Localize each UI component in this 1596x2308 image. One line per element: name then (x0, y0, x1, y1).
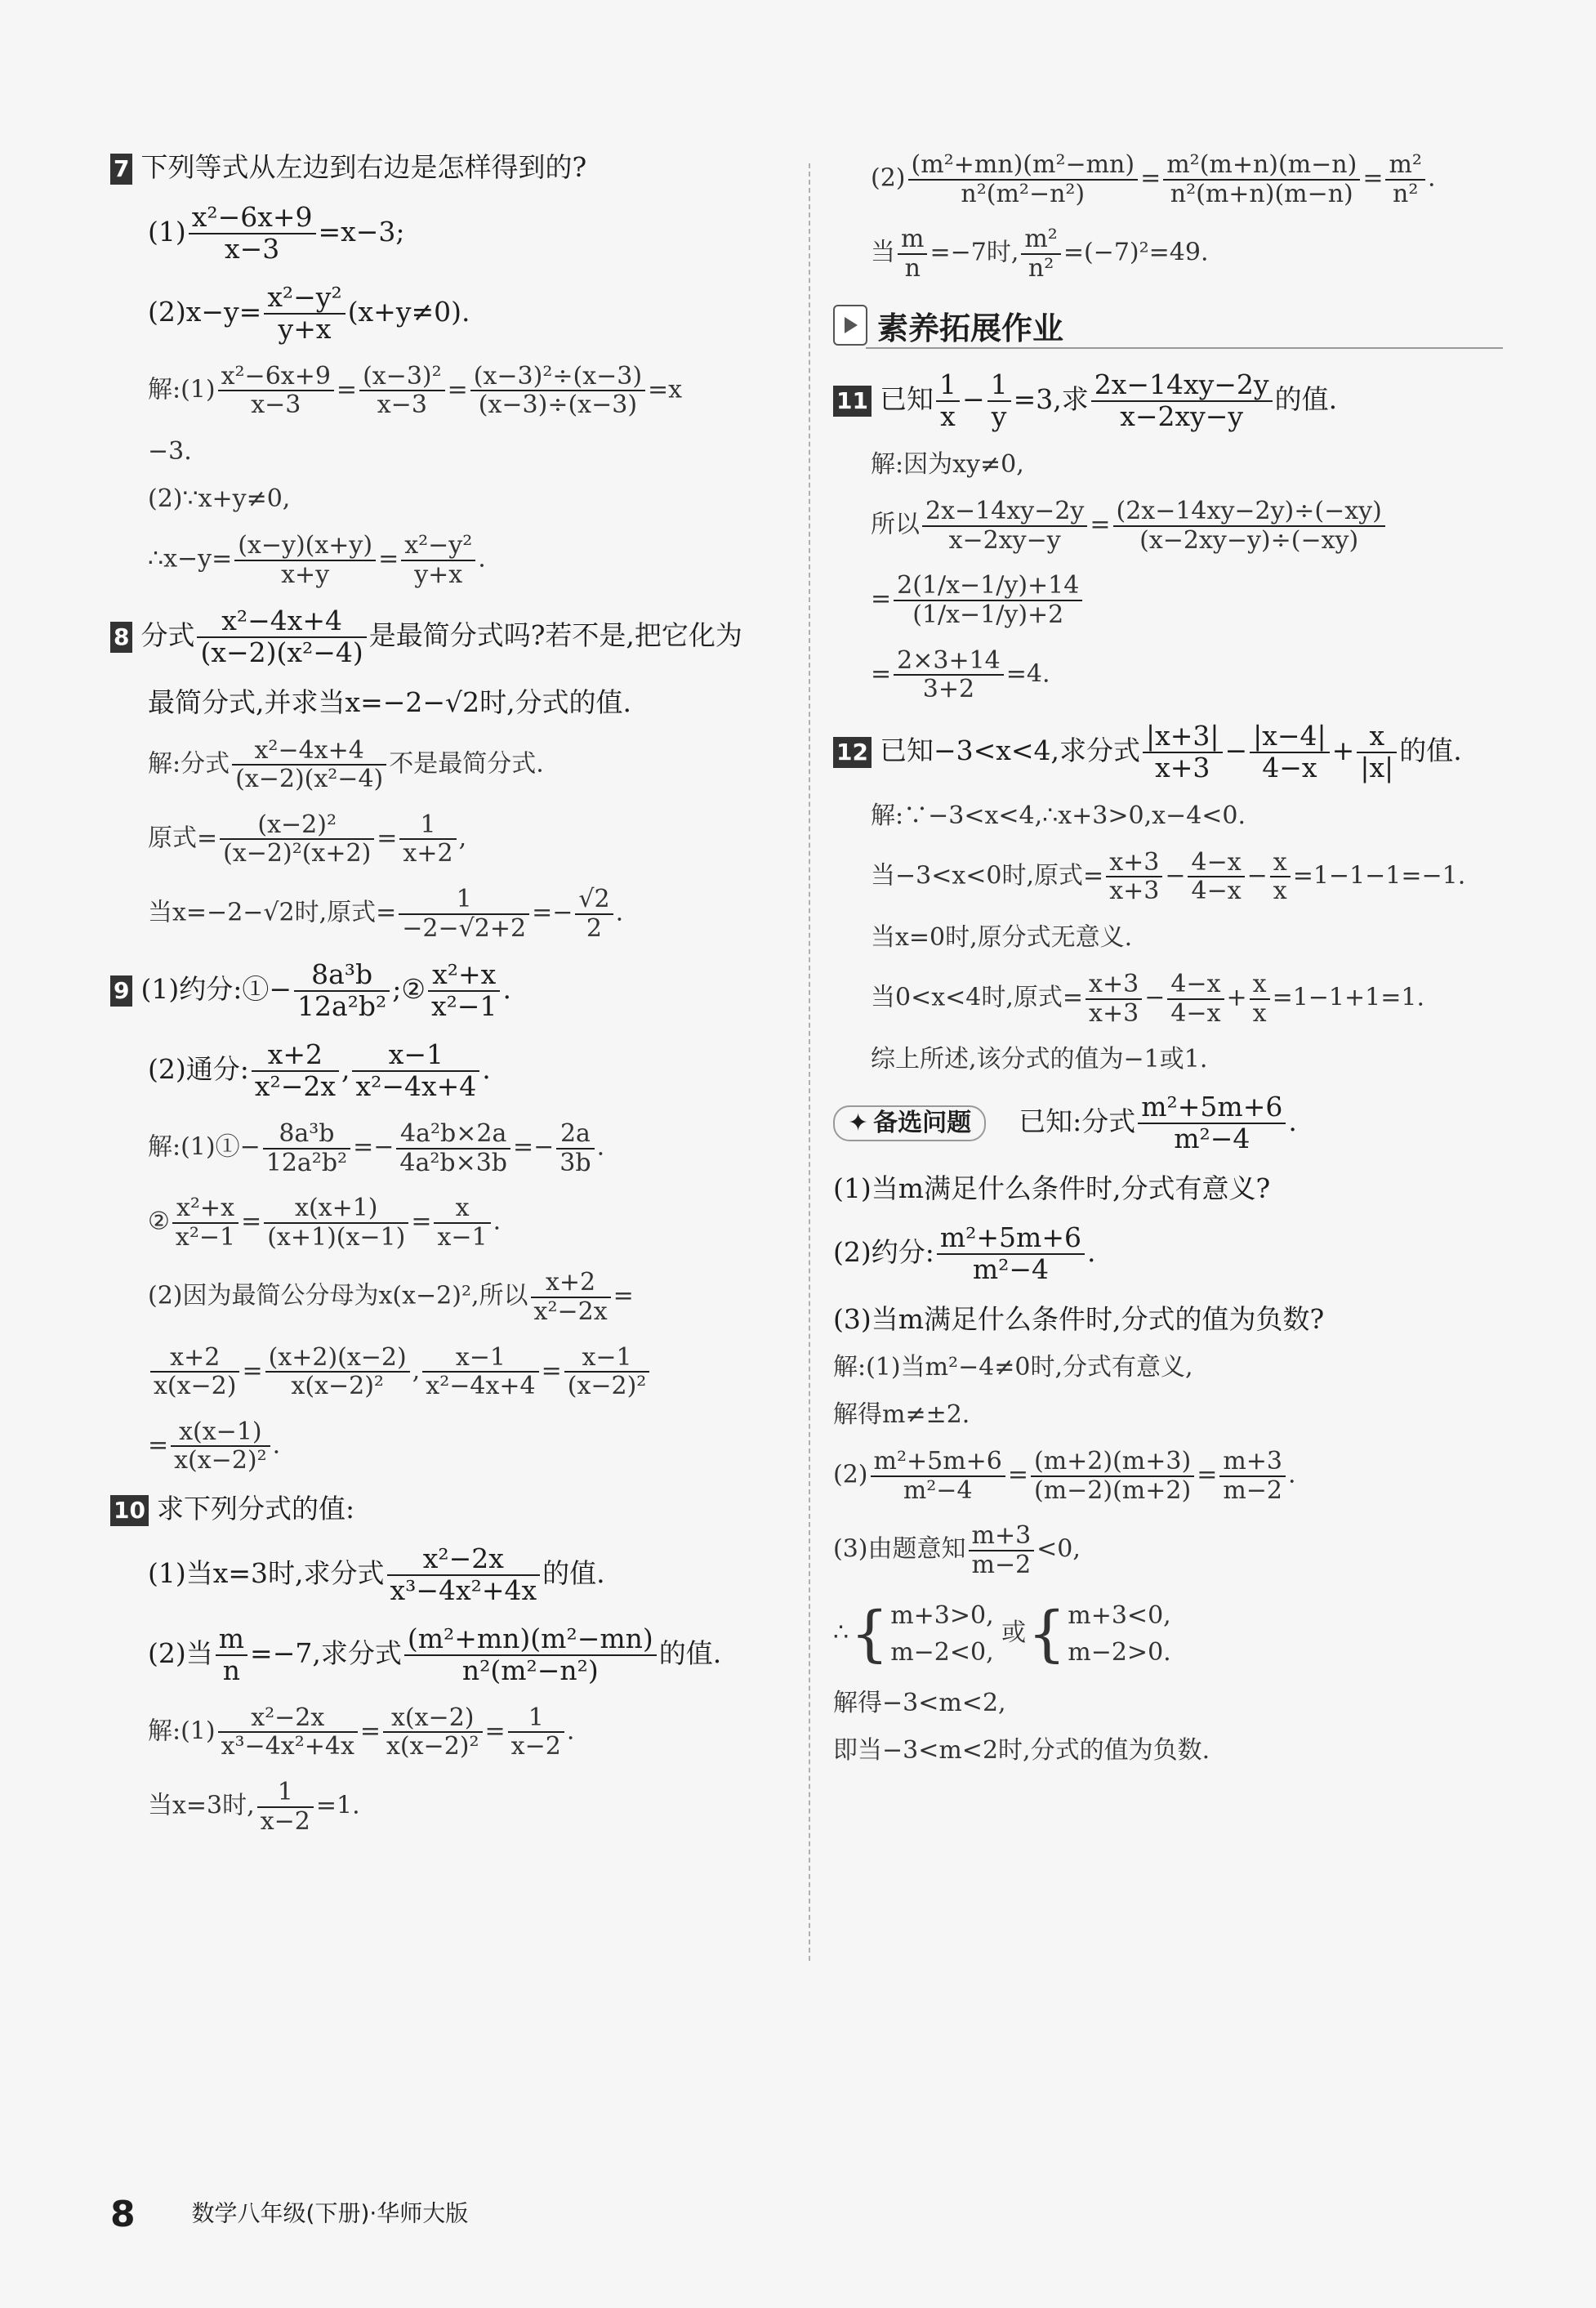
fraction: $\frac{x-1}{\text{x²−4x+4}}$ (422, 1344, 538, 1400)
q12-answer-4: 当0<x<4时,原式= $\frac{x+3}{x+3}$ − $\frac{4-x}{4-x}$ + $\frac{x}{x}$ =1−1+1=1. (871, 969, 1424, 1028)
fraction: $\frac{1}{x-2}$ (508, 1704, 564, 1761)
section-underline (866, 347, 1503, 349)
fraction: $\frac{\text{x²−4x+4}}{\text{(x−2)(x²−4)}}$ (197, 606, 366, 668)
question-number: 11 (833, 386, 872, 417)
q7-answer-1: 解:(1) $\frac{\text{x²−6x+9}}{x-3}$ = $\frac{\text{(x−3)²}}{x-3}$ = $\frac{\text{(x−3)²÷(x−3)}}{(x-3)\div(x-3)}$ =x (148, 361, 683, 420)
q10-answer-4: 当 $\frac{m}{n}$ =−7时, $\frac{\text{m²}}{\text{n²}}$ =(−7)²=49. (871, 225, 1209, 283)
brace-icon: { (850, 1598, 889, 1669)
fraction: $\frac{(x+2)(x-2)}{\text{x(x−2)²}}$ (265, 1344, 410, 1400)
fraction: $\frac{\text{m²+5m+6}}{\text{m²−4}}$ (1138, 1092, 1286, 1154)
alt-part2: (2)约分: $\frac{\text{m²+5m+6}}{\text{m²−4}}$ . (833, 1221, 1096, 1285)
fraction: $\frac{\text{m²(m+n)(m−n)}}{\text{n²(m+n)(m−n)}}$ (1163, 151, 1360, 208)
fraction: $\frac{m}{n}$ (898, 225, 927, 282)
fraction: $\frac{x-1}{\text{(x−2)²}}$ (564, 1344, 650, 1400)
q7-answer-2-line1: (2)∵x+y≠0, (148, 484, 291, 513)
book-title: 数学八年级(下册)·华师大版 (191, 2199, 469, 2227)
fraction: $\frac{m+3}{m-2}$ (969, 1522, 1035, 1578)
fraction: $\frac{x+2}{\text{x²−2x}}$ (531, 1269, 611, 1325)
section-title: 素养拓展作业 (877, 310, 1064, 347)
fraction: $\frac{√2}{2}$ (575, 886, 613, 942)
q10-part2: (2)当 $\frac{m}{n}$ =−7,求分式 $\frac{\text{(m²+mn)(m²−mn)}}{\text{n²(m²−n²)}}$ 的值. (148, 1622, 722, 1686)
fraction: $\frac{\text{(x−3)²}}{x-3}$ (359, 363, 445, 419)
q10-answer-2: 当x=3时, $\frac{1}{x-2}$ =1. (148, 1778, 360, 1836)
q9-answer-3: (2)因为最简公分母为x(x−2)²,所以 $\frac{x+2}{\text{x²−2x}}$ = (148, 1268, 634, 1327)
question-number: 10 (110, 1495, 149, 1526)
alt-answer-4: (3)由题意知 $\frac{m+3}{m-2}$ <0, (833, 1521, 1081, 1579)
fraction: $\frac{2x-14xy-2y}{x-2xy-y}$ (922, 498, 1087, 554)
fraction: $\frac{x}{x-1}$ (434, 1194, 490, 1251)
brace-icon: { (1028, 1598, 1067, 1669)
q7-title: 7 下列等式从左边到右边是怎样得到的? (110, 151, 796, 185)
fraction: $\frac{m}{n}$ (216, 1624, 247, 1686)
fraction: $\frac{\text{(m²+mn)(m²−mn)}}{\text{n²(m²−n²)}}$ (908, 151, 1139, 208)
arrow-icon (833, 305, 867, 346)
alt-answer-6: 解得−3<m<2, (833, 1688, 1006, 1717)
fraction: $\frac{1}{-2-√2+2}$ (399, 886, 529, 942)
fraction: $\frac{\text{x²−6x+9}}{x-3}$ (189, 203, 316, 265)
alt-answer-7: 即当−3<m<2时,分式的值为负数. (833, 1735, 1210, 1765)
q7-answer-2-line2: ∴x−y= $\frac{(x-y)(x+y)}{x+y}$ = $\frac{\text{x²−y²}}{y+x}$ . (148, 531, 486, 589)
fraction: $\frac{2(1/x-1/y)+14}{(1/x-1/y)+2}$ (894, 572, 1082, 628)
fraction: $\frac{x+2}{\text{x²−2x}}$ (252, 1040, 339, 1102)
q11-answer-2: 所以 $\frac{2x-14xy-2y}{x-2xy-y}$ = $\frac{(2x-14xy-2y)\div(-xy)}{(x-2xy-y)\div(-xy)}$ (833, 498, 1503, 554)
fraction: $\frac{\text{m²+5m+6}}{\text{m²−4}}$ (937, 1223, 1085, 1285)
inequality-system: m+3>0, m−2<0, (890, 1600, 994, 1667)
fraction: $\frac{\text{4a²b×2a}}{\text{4a²b×3b}}$ (396, 1120, 510, 1176)
fraction: $\frac{m+3}{m-2}$ (1219, 1448, 1286, 1504)
fraction: $\frac{x}{|x|}$ (1357, 721, 1397, 783)
q10-answer-1: 解:(1) $\frac{\text{x²−2x}}{\text{x³−4x²+4x}}$ = $\frac{x(x-2)}{\text{x(x−2)²}}$ = $\frac{1}{x-2}$ . (148, 1703, 575, 1761)
fraction: $\frac{1}{x+2}$ (399, 811, 456, 868)
fraction: $\frac{x+2}{x(x-2)}$ (150, 1344, 239, 1400)
fraction: $\frac{x}{x}$ (1270, 849, 1291, 905)
q9-part1: 9 (1)约分:①− $\frac{\text{8a³b}}{\text{12a²b²}}$ ;② $\frac{\text{x²+x}}{\text{x²−1}}$ . (110, 960, 796, 1022)
fraction: $\frac{\text{x²−6x+9}}{x-3}$ (218, 363, 334, 419)
alt-question-title: ✦ 备选问题 已知:分式 $\frac{\text{m²+5m+6}}{\text{m²−4}}$ . (833, 1092, 1503, 1154)
q11-title: 11 已知 $\frac{1}{x}$ − $\frac{1}{y}$ =3,求 $\frac{2x-14xy-2y}{x-2xy-y}$ 的值. (833, 370, 1503, 432)
left-column (110, 151, 796, 1853)
q7-answer-1-cont: −3. (148, 437, 192, 466)
q9-part2: (2)通分: $\frac{x+2}{\text{x²−2x}}$ , $\frac{x-1}{\text{x²−4x+4}}$ . (148, 1038, 491, 1103)
fraction: $\frac{\text{(m²+mn)(m²−mn)}}{\text{n²(m²−n²)}}$ (404, 1624, 657, 1686)
q12-answer-2: 当−3<x<0时,原式= $\frac{x+3}{x+3}$ − $\frac{4-x}{4-x}$ − $\frac{x}{x}$ =1−1−1=−1. (871, 847, 1466, 906)
q10-title: 10 求下列分式的值: (110, 1493, 796, 1526)
fraction: $\frac{\text{x²−4x+4}}{\text{(x−2)(x²−4)}}$ (232, 737, 386, 793)
fraction: $\frac{\text{8a³b}}{\text{12a²b²}}$ (294, 960, 390, 1022)
fraction: $\frac{\text{(x−3)²÷(x−3)}}{(x-3)\div(x-3)}$ (470, 363, 645, 419)
fraction: $\frac{(2x-14xy-2y)\div(-xy)}{(x-2xy-y)\div(-xy)}$ (1113, 498, 1385, 554)
q9-answer-2: ② $\frac{\text{x²+x}}{\text{x²−1}}$ = $\frac{x(x+1)}{(x+1)(x-1)}$ = $\frac{x}{x-1}$ . (148, 1194, 502, 1252)
q7-part1: (1) $\frac{\text{x²−6x+9}}{x-3}$ =x−3; (148, 201, 405, 265)
fraction: $\frac{x-1}{\text{x²−4x+4}}$ (352, 1040, 479, 1102)
right-column (833, 151, 1503, 1783)
fraction: $\frac{x(x-1)}{\text{x(x−2)²}}$ (171, 1418, 270, 1475)
q12-answer-5: 综上所述,该分式的值为−1或1. (871, 1045, 1208, 1074)
fraction: $\frac{x(x+1)}{(x+1)(x-1)}$ (264, 1194, 408, 1251)
fraction: $\frac{\text{x²−y²}}{y+x}$ (264, 283, 345, 345)
fraction: $\frac{\text{m²}}{\text{n²}}$ (1385, 151, 1424, 208)
fraction: $\frac{2\times 3+14}{3+2}$ (894, 647, 1004, 703)
fraction: $\frac{\text{x²+x}}{\text{x²−1}}$ (428, 960, 501, 1022)
fraction: $\frac{x(x-2)}{\text{x(x−2)²}}$ (383, 1704, 483, 1761)
q9-answer-1: 解:(1)①− $\frac{\text{8a³b}}{\text{12a²b²}}$ =− $\frac{\text{4a²b×2a}}{\text{4a²b×3b}}$ =− $\frac{2a}{3b}$ . (148, 1119, 605, 1177)
fraction: $\frac{x+3}{x+3}$ (1106, 849, 1162, 905)
alt-answer-3: (2) $\frac{\text{m²+5m+6}}{\text{m²−4}}$ = $\frac{(m+2)(m+3)}{(m-2)(m+2)}$ = $\frac{m+3}{m-2}$ . (833, 1447, 1296, 1505)
section-header (833, 300, 1503, 349)
alt-part3: (3)当m满足什么条件时,分式的值为负数? (833, 1302, 1325, 1335)
page-footer (110, 2194, 468, 2235)
q9-answer-5: = $\frac{x(x-1)}{\text{x(x−2)²}}$ . (148, 1417, 281, 1475)
fraction: $\frac{4-x}{4-x}$ (1188, 849, 1244, 905)
question-number: 9 (110, 975, 132, 1007)
q9-answer-4: $\frac{x+2}{x(x-2)}$ = $\frac{(x+2)(x-2)}{\text{x(x−2)²}}$ , $\frac{x-1}{\text{x²−4x+4}}$ = $\frac{x-1}{\text{(x−2)²}}$ (110, 1344, 796, 1400)
fraction: $\frac{\text{x²−2x}}{\text{x³−4x²+4x}}$ (387, 1544, 541, 1606)
question-number: 8 (110, 622, 132, 653)
fraction: $\frac{\text{m²}}{\text{n²}}$ (1021, 225, 1060, 282)
fraction: $\frac{\text{(x−2)²}}{\text{(x−2)²(x+2)}}$ (220, 811, 374, 868)
fraction: $\frac{x}{x}$ (1250, 971, 1270, 1027)
column-divider (809, 163, 810, 1961)
q12-answer-3: 当x=0时,原分式无意义. (871, 922, 1133, 952)
fraction: $\frac{(x-y)(x+y)}{x+y}$ (234, 532, 376, 588)
fraction: $\frac{\text{x²−y²}}{y+x}$ (401, 532, 475, 588)
q11-answer-1: 解:因为xy≠0, (871, 450, 1024, 480)
page-number: 8 (110, 2194, 136, 2235)
fraction: $\frac{\text{x²+x}}{\text{x²−1}}$ (172, 1194, 239, 1251)
star-icon: ✦ (848, 1109, 869, 1138)
q8-answer-1: 解:分式 $\frac{\text{x²−4x+4}}{\text{(x−2)(x²−4)}}$ 不是最简分式. (148, 735, 544, 794)
fraction: $\frac{1}{x}$ (936, 370, 960, 432)
q11-answer-4: = $\frac{2\times 3+14}{3+2}$ =4. (871, 645, 1050, 704)
q10-part1: (1)当x=3时,求分式 $\frac{\text{x²−2x}}{\text{x³−4x²+4x}}$ 的值. (148, 1542, 605, 1606)
question-number: 7 (110, 154, 132, 185)
fraction: $\frac{1}{x-2}$ (257, 1779, 314, 1835)
q8-title: 8 分式 $\frac{\text{x²−4x+4}}{\text{(x−2)(x²−4)}}$ 是最简分式吗?若不是,把它化为 (110, 606, 796, 668)
q10-answer-3: (2) $\frac{\text{(m²+mn)(m²−mn)}}{\text{n²(m²−n²)}}$ = $\frac{\text{m²(m+n)(m−n)}}{\text{n²(m+n)(m−n)}}$ = $\frac{\text{m²}}{\text{n²}}$ . (871, 150, 1436, 208)
q12-answer-1: 解:∵−3<x<4,∴x+3>0,x−4<0. (871, 801, 1246, 830)
fraction: $\frac{|x-4|}{4-x}$ (1250, 721, 1330, 783)
q11-answer-3: = $\frac{2(1/x-1/y)+14}{(1/x-1/y)+2}$ (833, 572, 1503, 628)
q12-title: 12 已知−3<x<4,求分式 $\frac{|x+3|}{x+3}$ − $\frac{|x-4|}{4-x}$ + $\frac{x}{|x|}$ 的值. (833, 721, 1503, 783)
alt-answer-1: 解:(1)当m²−4≠0时,分式有意义, (833, 1353, 1193, 1382)
inequality-system: m+3<0, m−2>0. (1068, 1600, 1171, 1667)
q8-answer-2: 原式= $\frac{\text{(x−2)²}}{\text{(x−2)²(x+2)}}$ = $\frac{1}{x+2}$ , (148, 810, 467, 868)
alt-part1: (1)当m满足什么条件时,分式有意义? (833, 1172, 1271, 1205)
q7-part2: (2)x−y= $\frac{\text{x²−y²}}{y+x}$ (x+y≠0). (148, 280, 470, 345)
alt-answer-2: 解得m≠±2. (833, 1400, 970, 1430)
fraction: $\frac{2x-14xy-2y}{x-2xy-y}$ (1091, 370, 1273, 432)
fraction: $\frac{x+3}{x+3}$ (1086, 971, 1142, 1027)
fraction: $\frac{4-x}{4-x}$ (1167, 971, 1224, 1027)
question-number: 12 (833, 737, 872, 768)
alt-question-badge: ✦ 备选问题 (833, 1105, 986, 1141)
alt-answer-5: ∴{ m+3>0, m−2<0, 或{ m+3<0, m−2>0. (833, 1598, 1171, 1669)
q8-answer-3: 当x=−2−√2时,原式= $\frac{1}{-2-√2+2}$ =− $\frac{√2}{2}$ . (148, 885, 624, 943)
fraction: $\frac{\text{8a³b}}{\text{12a²b²}}$ (263, 1120, 350, 1176)
fraction: $\frac{2a}{3b}$ (556, 1120, 594, 1176)
q8-title-line2: 最简分式,并求当x=−2−√2时,分式的值. (148, 686, 632, 719)
fraction: $\frac{\text{m²+5m+6}}{\text{m²−4}}$ (871, 1448, 1005, 1504)
fraction: $\frac{\text{x²−2x}}{\text{x³−4x²+4x}}$ (218, 1704, 358, 1761)
fraction: $\frac{(m+2)(m+3)}{(m-2)(m+2)}$ (1031, 1448, 1194, 1504)
fraction: $\frac{|x+3|}{x+3}$ (1143, 721, 1223, 783)
fraction: $\frac{1}{y}$ (987, 370, 1011, 432)
